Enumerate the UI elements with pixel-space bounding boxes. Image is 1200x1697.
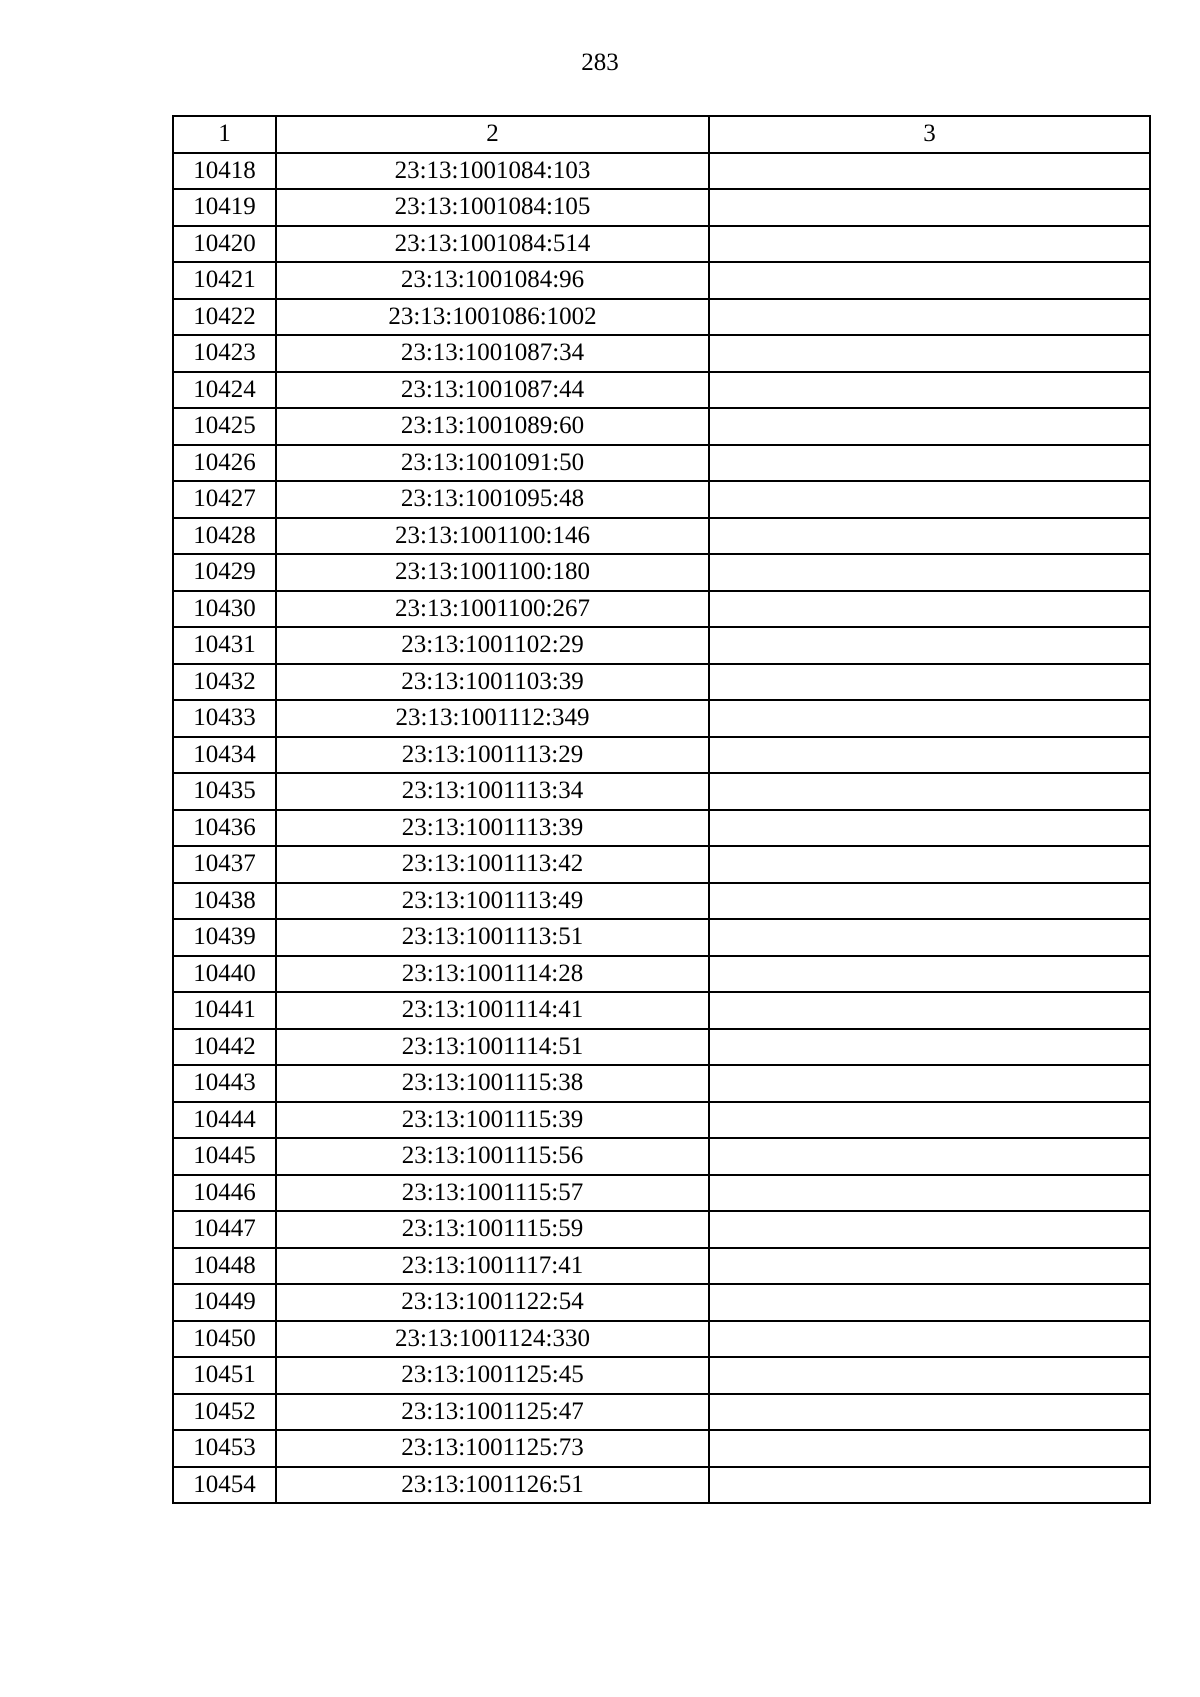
row-number-cell: 10422 — [173, 299, 276, 336]
cadastral-number-cell: 23:13:1001114:28 — [276, 956, 709, 993]
table-row — [173, 1248, 1150, 1285]
table-row — [173, 1065, 1150, 1102]
cadastral-number-cell: 23:13:1001087:44 — [276, 372, 709, 409]
cadastral-number-cell: 23:13:1001115:57 — [276, 1175, 709, 1212]
table-row — [173, 1467, 1150, 1504]
table-row — [173, 773, 1150, 810]
cadastral-number-cell: 23:13:1001113:29 — [276, 737, 709, 774]
column-header-3: 3 — [709, 116, 1150, 153]
note-cell — [709, 1248, 1150, 1285]
table-row — [173, 664, 1150, 701]
row-number-cell: 10444 — [173, 1102, 276, 1139]
note-cell — [709, 554, 1150, 591]
note-cell — [709, 153, 1150, 190]
row-number-cell: 10447 — [173, 1211, 276, 1248]
table-row — [173, 518, 1150, 555]
table-row — [173, 992, 1150, 1029]
cadastral-number-cell: 23:13:1001084:105 — [276, 189, 709, 226]
cadastral-number-cell: 23:13:1001113:51 — [276, 919, 709, 956]
table-row — [173, 262, 1150, 299]
row-number-cell: 10451 — [173, 1357, 276, 1394]
table-row — [173, 445, 1150, 482]
row-number-cell: 10431 — [173, 627, 276, 664]
row-number-cell: 10424 — [173, 372, 276, 409]
table-row — [173, 408, 1150, 445]
note-cell — [709, 1430, 1150, 1467]
table-row — [173, 883, 1150, 920]
note-cell — [709, 773, 1150, 810]
cadastral-number-cell: 23:13:1001091:50 — [276, 445, 709, 482]
row-number-cell: 10453 — [173, 1430, 276, 1467]
cadastral-number-cell: 23:13:1001103:39 — [276, 664, 709, 701]
table-row — [173, 1394, 1150, 1431]
table-row — [173, 591, 1150, 628]
row-number-cell: 10452 — [173, 1394, 276, 1431]
note-cell — [709, 1284, 1150, 1321]
note-cell — [709, 919, 1150, 956]
note-cell — [709, 992, 1150, 1029]
row-number-cell: 10445 — [173, 1138, 276, 1175]
cadastral-number-cell: 23:13:1001114:51 — [276, 1029, 709, 1066]
cadastral-number-cell: 23:13:1001113:49 — [276, 883, 709, 920]
note-cell — [709, 1029, 1150, 1066]
note-cell — [709, 1065, 1150, 1102]
cadastral-number-cell: 23:13:1001125:47 — [276, 1394, 709, 1431]
cadastral-number-cell: 23:13:1001114:41 — [276, 992, 709, 1029]
cadastral-number-cell: 23:13:1001087:34 — [276, 335, 709, 372]
table-row — [173, 627, 1150, 664]
cadastral-number-cell: 23:13:1001084:96 — [276, 262, 709, 299]
row-number-cell: 10439 — [173, 919, 276, 956]
note-cell — [709, 518, 1150, 555]
table-row — [173, 1029, 1150, 1066]
note-cell — [709, 1138, 1150, 1175]
page-number: 283 — [581, 49, 619, 76]
cadastral-number-cell: 23:13:1001115:56 — [276, 1138, 709, 1175]
column-header-1: 1 — [173, 116, 276, 153]
note-cell — [709, 1175, 1150, 1212]
row-number-cell: 10428 — [173, 518, 276, 555]
cadastral-number-cell: 23:13:1001095:48 — [276, 481, 709, 518]
row-number-cell: 10448 — [173, 1248, 276, 1285]
table-row — [173, 1357, 1150, 1394]
row-number-cell: 10442 — [173, 1029, 276, 1066]
table-row — [173, 1211, 1150, 1248]
table-row — [173, 226, 1150, 263]
note-cell — [709, 1394, 1150, 1431]
cadastral-number-cell: 23:13:1001113:42 — [276, 846, 709, 883]
note-cell — [709, 1357, 1150, 1394]
table-row — [173, 1102, 1150, 1139]
cadastral-number-cell: 23:13:1001122:54 — [276, 1284, 709, 1321]
row-number-cell: 10449 — [173, 1284, 276, 1321]
cadastral-number-cell: 23:13:1001089:60 — [276, 408, 709, 445]
row-number-cell: 10440 — [173, 956, 276, 993]
note-cell — [709, 883, 1150, 920]
cadastral-number-cell: 23:13:1001125:45 — [276, 1357, 709, 1394]
cadastral-number-cell: 23:13:1001084:103 — [276, 153, 709, 190]
row-number-cell: 10438 — [173, 883, 276, 920]
table-row — [173, 956, 1150, 993]
row-number-cell: 10425 — [173, 408, 276, 445]
row-number-cell: 10436 — [173, 810, 276, 847]
table-body — [173, 153, 1150, 1504]
row-number-cell: 10420 — [173, 226, 276, 263]
table-row — [173, 481, 1150, 518]
table-row — [173, 1321, 1150, 1358]
note-cell — [709, 810, 1150, 847]
note-cell — [709, 1102, 1150, 1139]
cadastral-number-cell: 23:13:1001102:29 — [276, 627, 709, 664]
row-number-cell: 10435 — [173, 773, 276, 810]
cadastral-number-cell: 23:13:1001100:180 — [276, 554, 709, 591]
row-number-cell: 10421 — [173, 262, 276, 299]
note-cell — [709, 664, 1150, 701]
note-cell — [709, 189, 1150, 226]
row-number-cell: 10433 — [173, 700, 276, 737]
note-cell — [709, 1467, 1150, 1504]
note-cell — [709, 481, 1150, 518]
cadastral-number-cell: 23:13:1001113:34 — [276, 773, 709, 810]
table-row — [173, 299, 1150, 336]
note-cell — [709, 737, 1150, 774]
cadastral-number-cell: 23:13:1001113:39 — [276, 810, 709, 847]
row-number-cell: 10437 — [173, 846, 276, 883]
table-row — [173, 1430, 1150, 1467]
table-row — [173, 335, 1150, 372]
row-number-cell: 10454 — [173, 1467, 276, 1504]
note-cell — [709, 372, 1150, 409]
note-cell — [709, 591, 1150, 628]
table-row — [173, 372, 1150, 409]
note-cell — [709, 335, 1150, 372]
cadastral-number-cell: 23:13:1001086:1002 — [276, 299, 709, 336]
cadastral-number-cell: 23:13:1001100:267 — [276, 591, 709, 628]
note-cell — [709, 700, 1150, 737]
row-number-cell: 10450 — [173, 1321, 276, 1358]
cadastral-number-cell: 23:13:1001084:514 — [276, 226, 709, 263]
table-row — [173, 153, 1150, 190]
cadastral-number-cell: 23:13:1001115:39 — [276, 1102, 709, 1139]
cadastral-number-cell: 23:13:1001126:51 — [276, 1467, 709, 1504]
note-cell — [709, 408, 1150, 445]
note-cell — [709, 627, 1150, 664]
cadastral-number-cell: 23:13:1001125:73 — [276, 1430, 709, 1467]
table-row — [173, 189, 1150, 226]
table-row — [173, 1138, 1150, 1175]
row-number-cell: 10430 — [173, 591, 276, 628]
note-cell — [709, 299, 1150, 336]
table-row — [173, 737, 1150, 774]
row-number-cell: 10432 — [173, 664, 276, 701]
cadastral-number-cell: 23:13:1001112:349 — [276, 700, 709, 737]
row-number-cell: 10418 — [173, 153, 276, 190]
note-cell — [709, 956, 1150, 993]
table-row — [173, 1284, 1150, 1321]
cadastral-number-cell: 23:13:1001115:38 — [276, 1065, 709, 1102]
row-number-cell: 10426 — [173, 445, 276, 482]
cadastral-number-cell: 23:13:1001117:41 — [276, 1248, 709, 1285]
table-row — [173, 846, 1150, 883]
cadastral-number-cell: 23:13:1001124:330 — [276, 1321, 709, 1358]
row-number-cell: 10441 — [173, 992, 276, 1029]
column-header-2: 2 — [276, 116, 709, 153]
row-number-cell: 10427 — [173, 481, 276, 518]
row-number-cell: 10423 — [173, 335, 276, 372]
table-row — [173, 919, 1150, 956]
table-row — [173, 1175, 1150, 1212]
table-row — [173, 700, 1150, 737]
row-number-cell: 10443 — [173, 1065, 276, 1102]
note-cell — [709, 846, 1150, 883]
table-row — [173, 554, 1150, 591]
note-cell — [709, 1321, 1150, 1358]
note-cell — [709, 262, 1150, 299]
row-number-cell: 10446 — [173, 1175, 276, 1212]
note-cell — [709, 1211, 1150, 1248]
note-cell — [709, 226, 1150, 263]
table-row — [173, 810, 1150, 847]
row-number-cell: 10429 — [173, 554, 276, 591]
row-number-cell: 10419 — [173, 189, 276, 226]
note-cell — [709, 445, 1150, 482]
cadastral-number-cell: 23:13:1001100:146 — [276, 518, 709, 555]
row-number-cell: 10434 — [173, 737, 276, 774]
registry-table — [172, 115, 1151, 1504]
table-header — [173, 116, 1150, 153]
header-row — [173, 116, 1150, 153]
cadastral-number-cell: 23:13:1001115:59 — [276, 1211, 709, 1248]
